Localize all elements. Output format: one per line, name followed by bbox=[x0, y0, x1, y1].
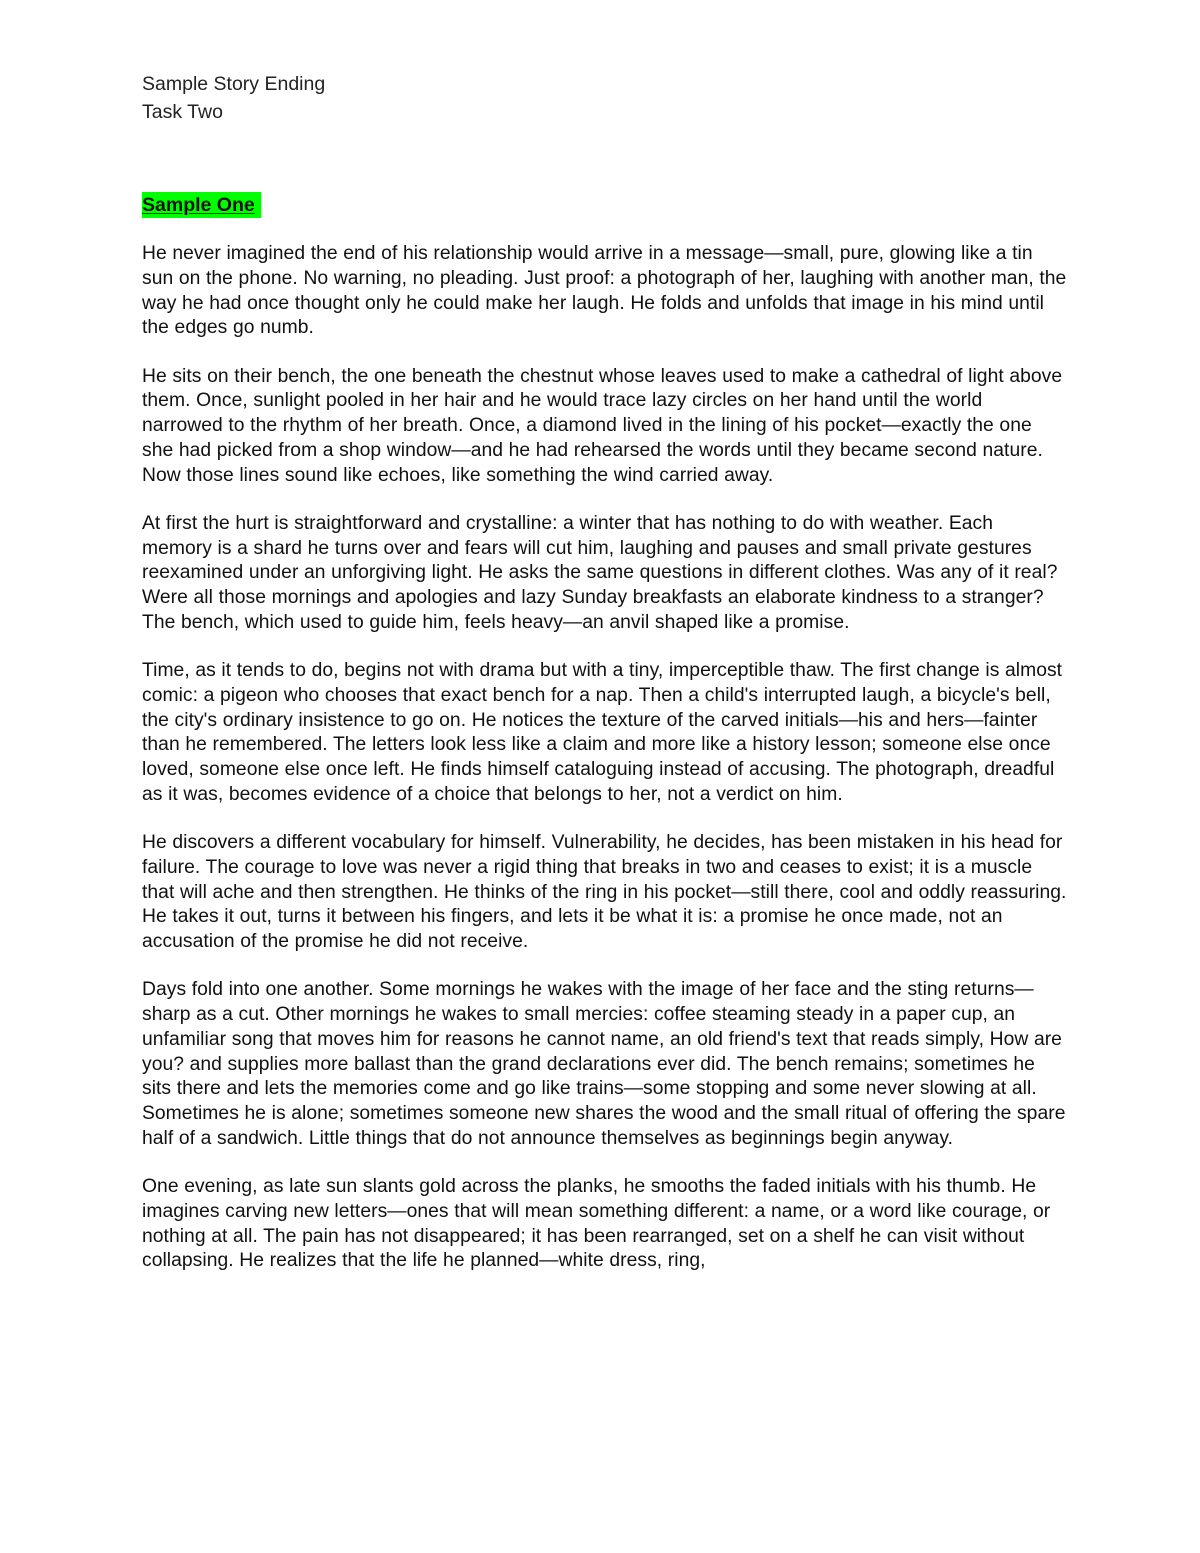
document-page bbox=[142, 70, 1067, 1298]
story-paragraph-4: Time, as it tends to do, begins not with drama but with a tiny, imperceptible thaw. The first change is almost comic: a pigeon who chooses that exact bench for a nap. Then a child's interrupted laugh, a bicycle's bell, the city's ordinary insistence to go on. He notices the texture of the carved initials—his and hers—fainter than he remembered. The letters look less like a claim and more like a history lesson; someone else once loved, someone else once left. He finds himself cataloguing instead of accusing. The photograph, dreadful as it was, becomes evidence of a choice that belongs to her, not a verdict on him. bbox=[142, 660, 1063, 805]
story-paragraph-6: Days fold into one another. Some mornings he wakes with the image of her face and the sting returns—sharp as a cut. Other mornings he wakes to small mercies: coffee steaming steady in a paper cup, an unfamiliar song that moves him for reasons he cannot name, an old friend's text that reads simply, How are you? and supplies more ballast than the grand declarations ever did. The bench remains; sometimes he sits there and lets the memories come and go like trains—some stopping and some never slowing at all. Sometimes he is alone; sometimes someone new shares the wood and the small ritual of offering the spare half of a sandwich. Little things that do not announce themselves as beginnings begin anyway. bbox=[142, 979, 1066, 1149]
story-paragraph-2: He sits on their bench, the one beneath the chestnut whose leaves used to make a cathedral of light above them. Once, sunlight pooled in her hair and he would trace lazy circles on her hand until the world narrowed to the rhythm of her breath. Once, a diamond lived in the lining of his pocket—exactly the one she had picked from a shop window—and he had rehearsed the words until they became second nature. Now those lines sound like echoes, like something the wind carried away. bbox=[142, 365, 1063, 486]
story-paragraph-7: One evening, as late sun slants gold across the planks, he smooths the faded initials with his thumb. He imagines carving new letters—ones that will mean something different: a name, or a word like courage, or nothing at all. The pain has not disappeared; it has been rearranged, set on a shelf he can visit without collapsing. He realizes that the life he planned—white dress, ring, bbox=[142, 1176, 1051, 1272]
document-header-subtitle: Task Two bbox=[142, 101, 223, 123]
story-paragraph-5: He discovers a different vocabulary for himself. Vulnerability, he decides, has been mistaken in his head for failure. The courage to love was never a rigid thing that breaks in two and ceases to exist; it is a muscle that will ache and then strengthen. He thinks of the ring in his pocket—still there, cool and oddly reassuring. He takes it out, turns it between his fingers, and lets it be what it is: a promise he once made, not an accusation of the promise he did not receive. bbox=[142, 832, 1067, 952]
story-paragraph-1: He never imagined the end of his relationship would arrive in a message—small, pure, glowing like a tin sun on the phone. No warning, no pleading. Just proof: a photograph of her, laughing with another man, the way he had once thought only he could make her laugh. He folds and unfolds that image in his mind until the edges go numb. bbox=[142, 243, 1067, 339]
section-heading-wrap bbox=[142, 192, 1067, 220]
section-heading: Sample One bbox=[142, 192, 261, 218]
story-paragraph-3: At first the hurt is straightforward and crystalline: a winter that has nothing to do with weather. Each memory is a shard he turns over and fears will cut him, laughing and pauses and small private gestures reexamined under an unforgiving light. He asks the same questions in different clothes. Was any of it real? Were all those mornings and apologies and lazy Sunday breakfasts an elaborate kindness to a stranger? The bench, which used to guide him, feels heavy—an anvil shaped like a promise. bbox=[142, 512, 1058, 633]
document-header-title: Sample Story Ending bbox=[142, 73, 326, 95]
